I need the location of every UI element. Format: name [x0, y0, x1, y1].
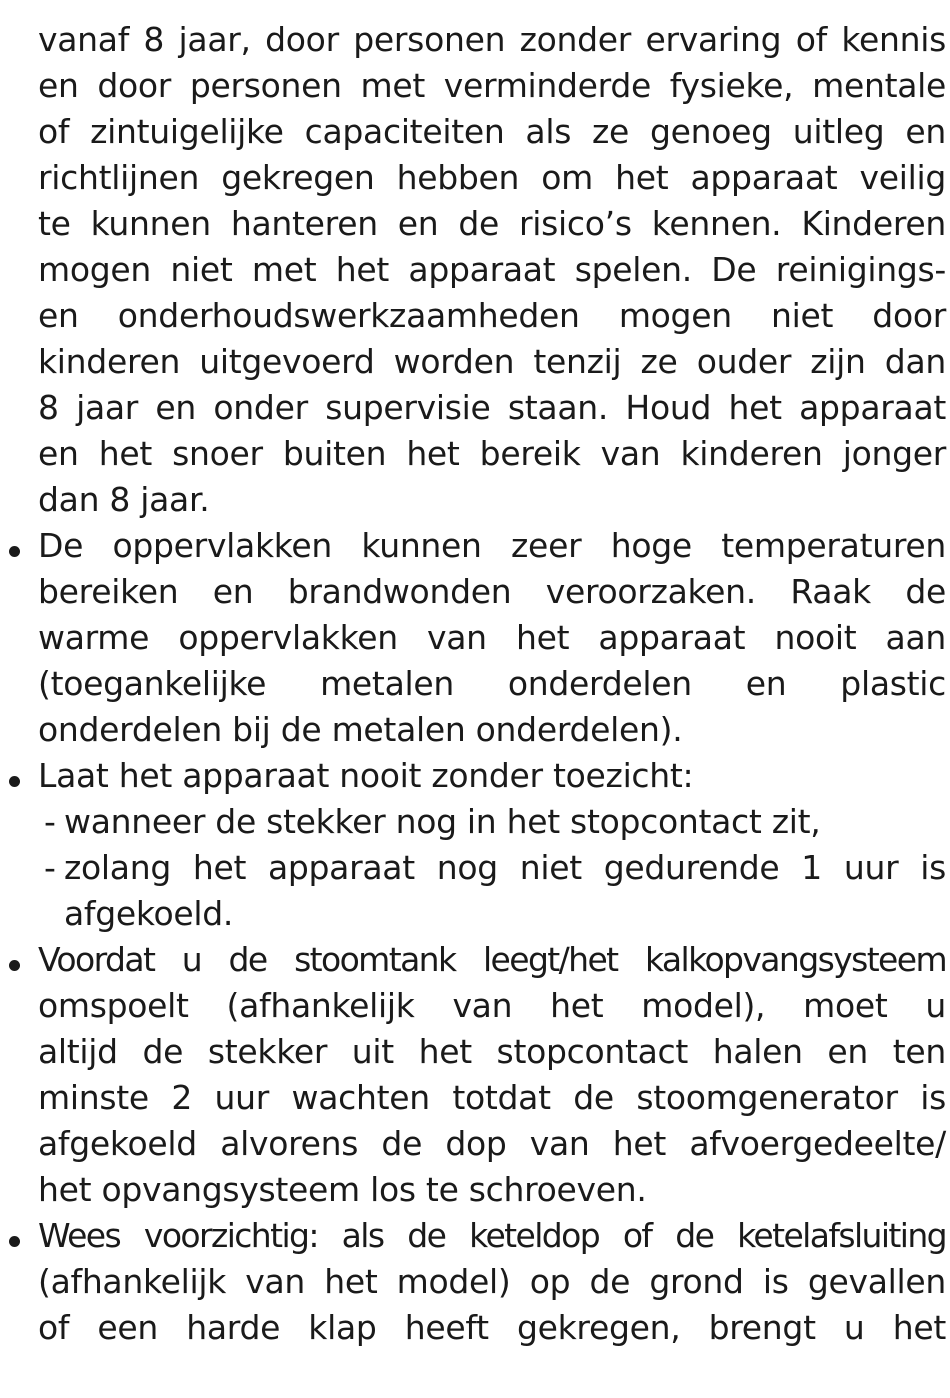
text-line: mogen niet met het apparaat spelen. De reinigings- [38, 250, 946, 289]
text-line: wanneer de stekker nog in het stopcontact zit, [64, 802, 821, 841]
text-line: onderdelen bij de metalen onderdelen). [38, 710, 683, 749]
text-line: dan 8 jaar. [38, 480, 210, 519]
text-line: (toegankelijke metalen onderdelen en plastic [38, 664, 946, 703]
text-line: omspoelt (afhankelijk van het model), moet u [38, 986, 946, 1025]
text-line: het opvangsysteem los te schroeven. [38, 1170, 647, 1209]
text-line: of zintuigelijke capaciteiten als ze genoeg uitleg en [38, 112, 946, 151]
bullet-icon [9, 776, 20, 787]
text-line: bereiken en brandwonden veroorzaken. Raak de [38, 572, 946, 611]
text-line: Laat het apparaat nooit zonder toezicht: [38, 756, 694, 795]
text-line: afgekoeld alvorens de dop van het afvoergedeelte/ [38, 1124, 946, 1163]
text-line: en het snoer buiten het bereik van kinderen jonger [38, 434, 946, 473]
text-line: en door personen met verminderde fysieke, mentale [38, 66, 946, 105]
text-line: zolang het apparaat nog niet gedurende 1 uur is [64, 848, 946, 887]
text-line: altijd de stekker uit het stopcontact halen en ten [38, 1032, 946, 1071]
text-line: of een harde klap heeft gekregen, brengt u het [38, 1308, 946, 1347]
text-line: afgekoeld. [64, 894, 234, 933]
text-line: kinderen uitgevoerd worden tenzij ze ouder zijn dan [38, 342, 946, 381]
text-line: minste 2 uur wachten totdat de stoomgenerator is [38, 1078, 946, 1117]
text-line: richtlijnen gekregen hebben om het apparaat veilig [38, 158, 946, 197]
bullet-icon [9, 546, 20, 557]
text-line: warme oppervlakken van het apparaat nooit aan [38, 618, 946, 657]
text-line: (afhankelijk van het model) op de grond is gevallen [38, 1262, 946, 1301]
text-line: vanaf 8 jaar, door personen zonder ervaring of kennis [38, 20, 946, 59]
text-line: 8 jaar en onder supervisie staan. Houd het apparaat [38, 388, 946, 427]
text-line: Wees voorzichtig: als de keteldop of de ketelafsluiting [38, 1216, 946, 1255]
text-line: te kunnen hanteren en de risico’s kennen. Kinderen [38, 204, 946, 243]
bullet-icon [9, 960, 20, 971]
dash-marker: - [44, 802, 56, 841]
text-line: en onderhoudswerkzaamheden mogen niet door [38, 296, 946, 335]
text-line: De oppervlakken kunnen zeer hoge temperaturen [38, 526, 946, 565]
bullet-icon [9, 1236, 20, 1247]
text-line: Voordat u de stoomtank leegt/het kalkopvangsysteem [38, 940, 946, 979]
dash-marker: - [44, 848, 56, 887]
